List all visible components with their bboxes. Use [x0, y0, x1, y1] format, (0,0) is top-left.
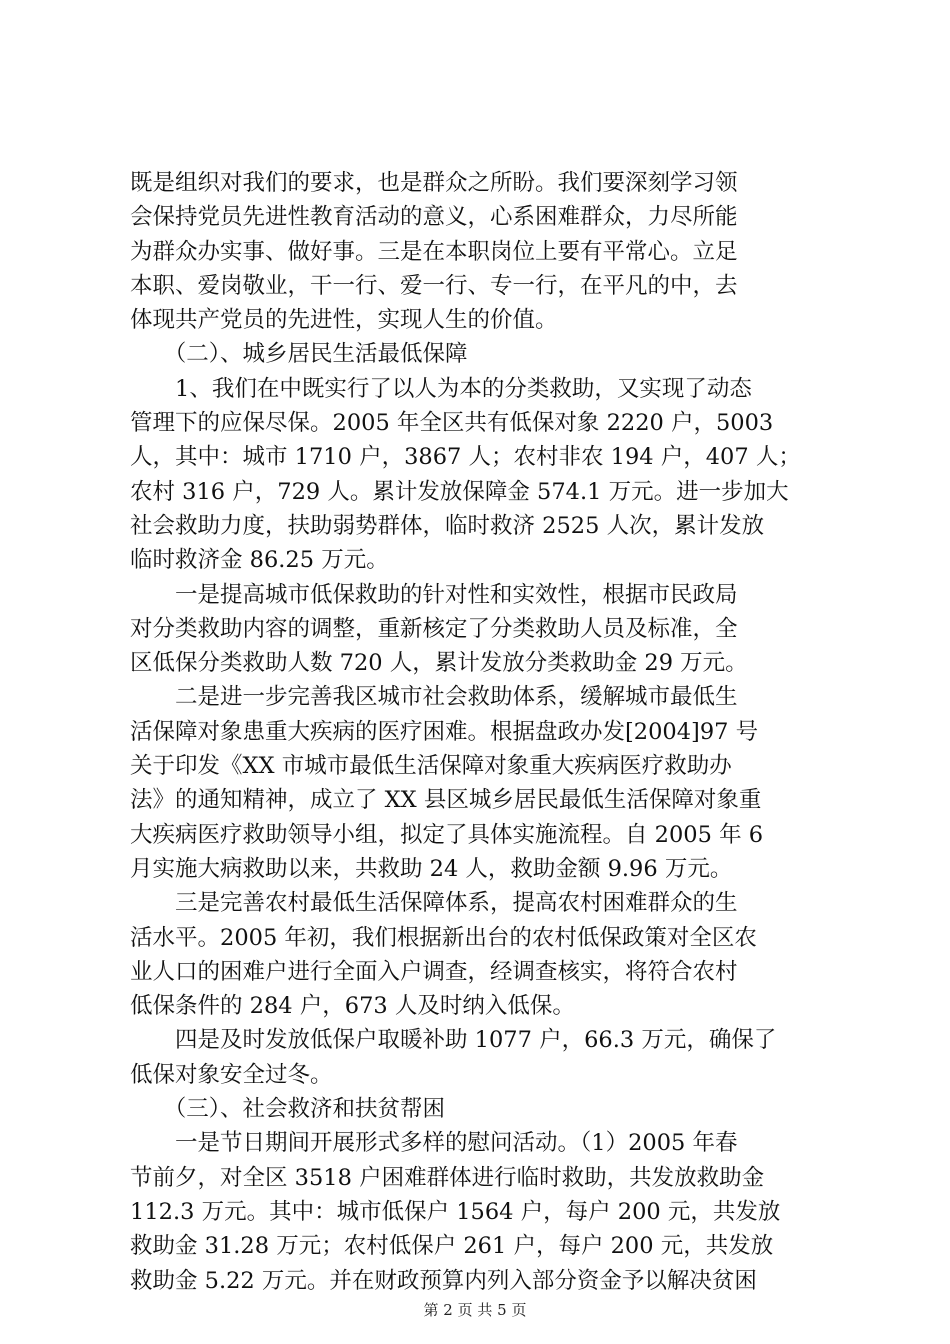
text-line: 一是提高城市低保救助的针对性和实效性，根据市民政局	[130, 581, 738, 608]
text-line: 节前夕，对全区 3518 户困难群体进行临时救助，共发放救助金	[130, 1164, 765, 1191]
text-line: 救助金 31.28 万元；农村低保户 261 户，每户 200 元，共发放	[130, 1233, 774, 1260]
text-line: 为群众办实事、做好事。三是在本职岗位上要有平常心。立足	[130, 238, 738, 265]
text-line: 1、我们在中既实行了以人为本的分类救助，又实现了动态	[130, 375, 752, 402]
text-line: 农村 316 户，729 人。累计发放保障金 574.1 万元。进一步加大	[130, 478, 789, 505]
text-line: （二）、城乡居民生活最低保障	[130, 341, 468, 368]
text-line: 本职、爱岗敬业，干一行、爱一行、专一行，在平凡的中，去	[130, 272, 738, 299]
text-line: 活保障对象患重大疾病的医疗困难。根据盘政办发[2004]97 号	[130, 718, 759, 745]
text-line: 社会救助力度，扶助弱势群体，临时救济 2525 人次，累计发放	[130, 512, 765, 539]
text-line: 二是进一步完善我区城市社会救助体系，缓解城市最低生	[130, 684, 738, 711]
text-line: 管理下的应保尽保。2005 年全区共有低保对象 2220 户，5003	[130, 410, 774, 437]
text-line: 低保对象安全过冬。	[130, 1061, 333, 1088]
text-line: 一是节日期间开展形式多样的慰问活动。（1）2005 年春	[130, 1130, 738, 1157]
text-line: 三是完善农村最低生活保障体系，提高农村困难群众的生	[130, 890, 738, 917]
text-line: 月实施大病救助以来，共救助 24 人，救助金额 9.96 万元。	[130, 855, 733, 882]
text-line: 法》的通知精神，成立了 XX 县区城乡居民最低生活保障对象重	[130, 787, 762, 814]
body-text	[130, 166, 830, 1298]
text-line: 人，其中：城市 1710 户，3867 人；农村非农 194 户，407 人；	[130, 444, 801, 471]
text-line: 区低保分类救助人数 720 人，累计发放分类救助金 29 万元。	[130, 650, 748, 677]
text-line: 活水平。2005 年初，我们根据新出台的农村低保政策对全区农	[130, 924, 757, 951]
text-line: 临时救济金 86.25 万元。	[130, 547, 389, 574]
text-line: 会保持党员先进性教育活动的意义，心系困难群众，力尽所能	[130, 204, 738, 231]
text-line: 体现共产党员的先进性，实现人生的价值。	[130, 307, 558, 334]
text-line: 四是及时发放低保户取暖补助 1077 户，66.3 万元，确保了	[130, 1027, 777, 1054]
text-line: 既是组织对我们的要求，也是群众之所盼。我们要深刻学习领	[130, 170, 738, 196]
text-line: 救助金 5.22 万元。并在财政预算内列入部分资金予以解决贫困	[130, 1267, 757, 1294]
page-footer: 第 2 页 共 5 页	[423, 1301, 527, 1319]
text-line: 对分类救助内容的调整，重新核定了分类救助人员及标准，全	[130, 615, 738, 642]
text-line: 业人口的困难户进行全面入户调查，经调查核实，将符合农村	[130, 958, 738, 985]
text-line: 大疾病医疗救助领导小组，拟定了具体实施流程。自 2005 年 6	[130, 821, 764, 848]
text-line: （三）、社会救济和扶贫帮困	[130, 1096, 446, 1123]
text-line: 112.3 万元。其中：城市低保户 1564 户，每户 200 元，共发放	[130, 1198, 781, 1225]
text-line: 关于印发《XX 市城市最低生活保障对象重大疾病医疗救助办	[130, 753, 732, 780]
text-line: 低保条件的 284 户，673 人及时纳入低保。	[130, 993, 575, 1020]
